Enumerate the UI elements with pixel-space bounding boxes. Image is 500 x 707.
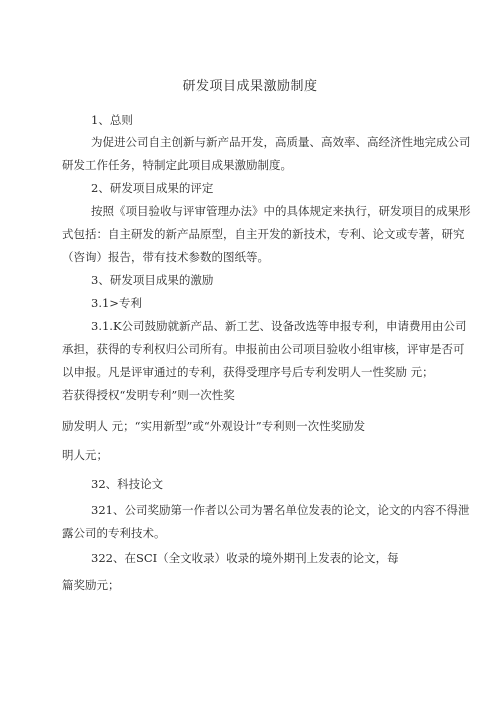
subsection-heading-papers: 32、科技论文 [91,477,164,491]
paragraph-line: 若获得授权“发明专利”则一次性奖 [62,388,235,402]
paragraph-line: 321、公司奖励第一作者以公司为署名单位发表的论文，论文的内容不得泄 [91,503,470,517]
paragraph-line: 为促进公司自主创新与新产品开发，高质量、高效率、高经济性地完成公司 [91,135,471,149]
paragraph-line: （咨询）报告，带有技术参数的图纸等。 [62,250,269,264]
paragraph-line: 研发工作任务，特制定此项目成果激励制度。 [62,158,292,172]
document-title: 研发项目成果激励制度 [182,79,318,94]
section-heading-general: 1、总则 [91,113,133,127]
paragraph-line: 322、在SCI（全文收录）收录的境外期刊上发表的论文，每 [91,551,399,565]
section-heading-evaluation: 2、研发项目成果的评定 [91,181,214,195]
paragraph-line: 露公司的专利技术。 [62,526,166,540]
paragraph-line: 明人元； [62,448,108,462]
paragraph-line: 式包括：自主研发的新产品原型，自主开发的新技术，专利、论文或专著，研究 [62,227,465,241]
section-heading-incentives: 3、研发项目成果的激励 [91,273,214,287]
paragraph-line: 篇奖励元； [62,578,120,592]
paragraph-line: 承担，获得的专利权归公司所有。申报前由公司项目验收小组审核，评审是否可 [62,342,465,356]
paragraph-line: 按照《项目验收与评审管理办法》中的具体规定来执行，研发项目的成果形 [91,204,471,218]
paragraph-line: 3.1.K公司鼓励就新产品、新工艺、设备改选等申报专利，申请费用由公司 [91,319,467,333]
subsection-heading-patents: 3.1>专利 [91,296,142,310]
paragraph-line: 励发明人 元；“实用新型”或“外观设计”专利则一次性奖励发 [62,419,366,433]
paragraph-line: 以申报。凡是评审通过的专利，获得受理序号后专利发明人一性奖励 元； [62,365,434,379]
